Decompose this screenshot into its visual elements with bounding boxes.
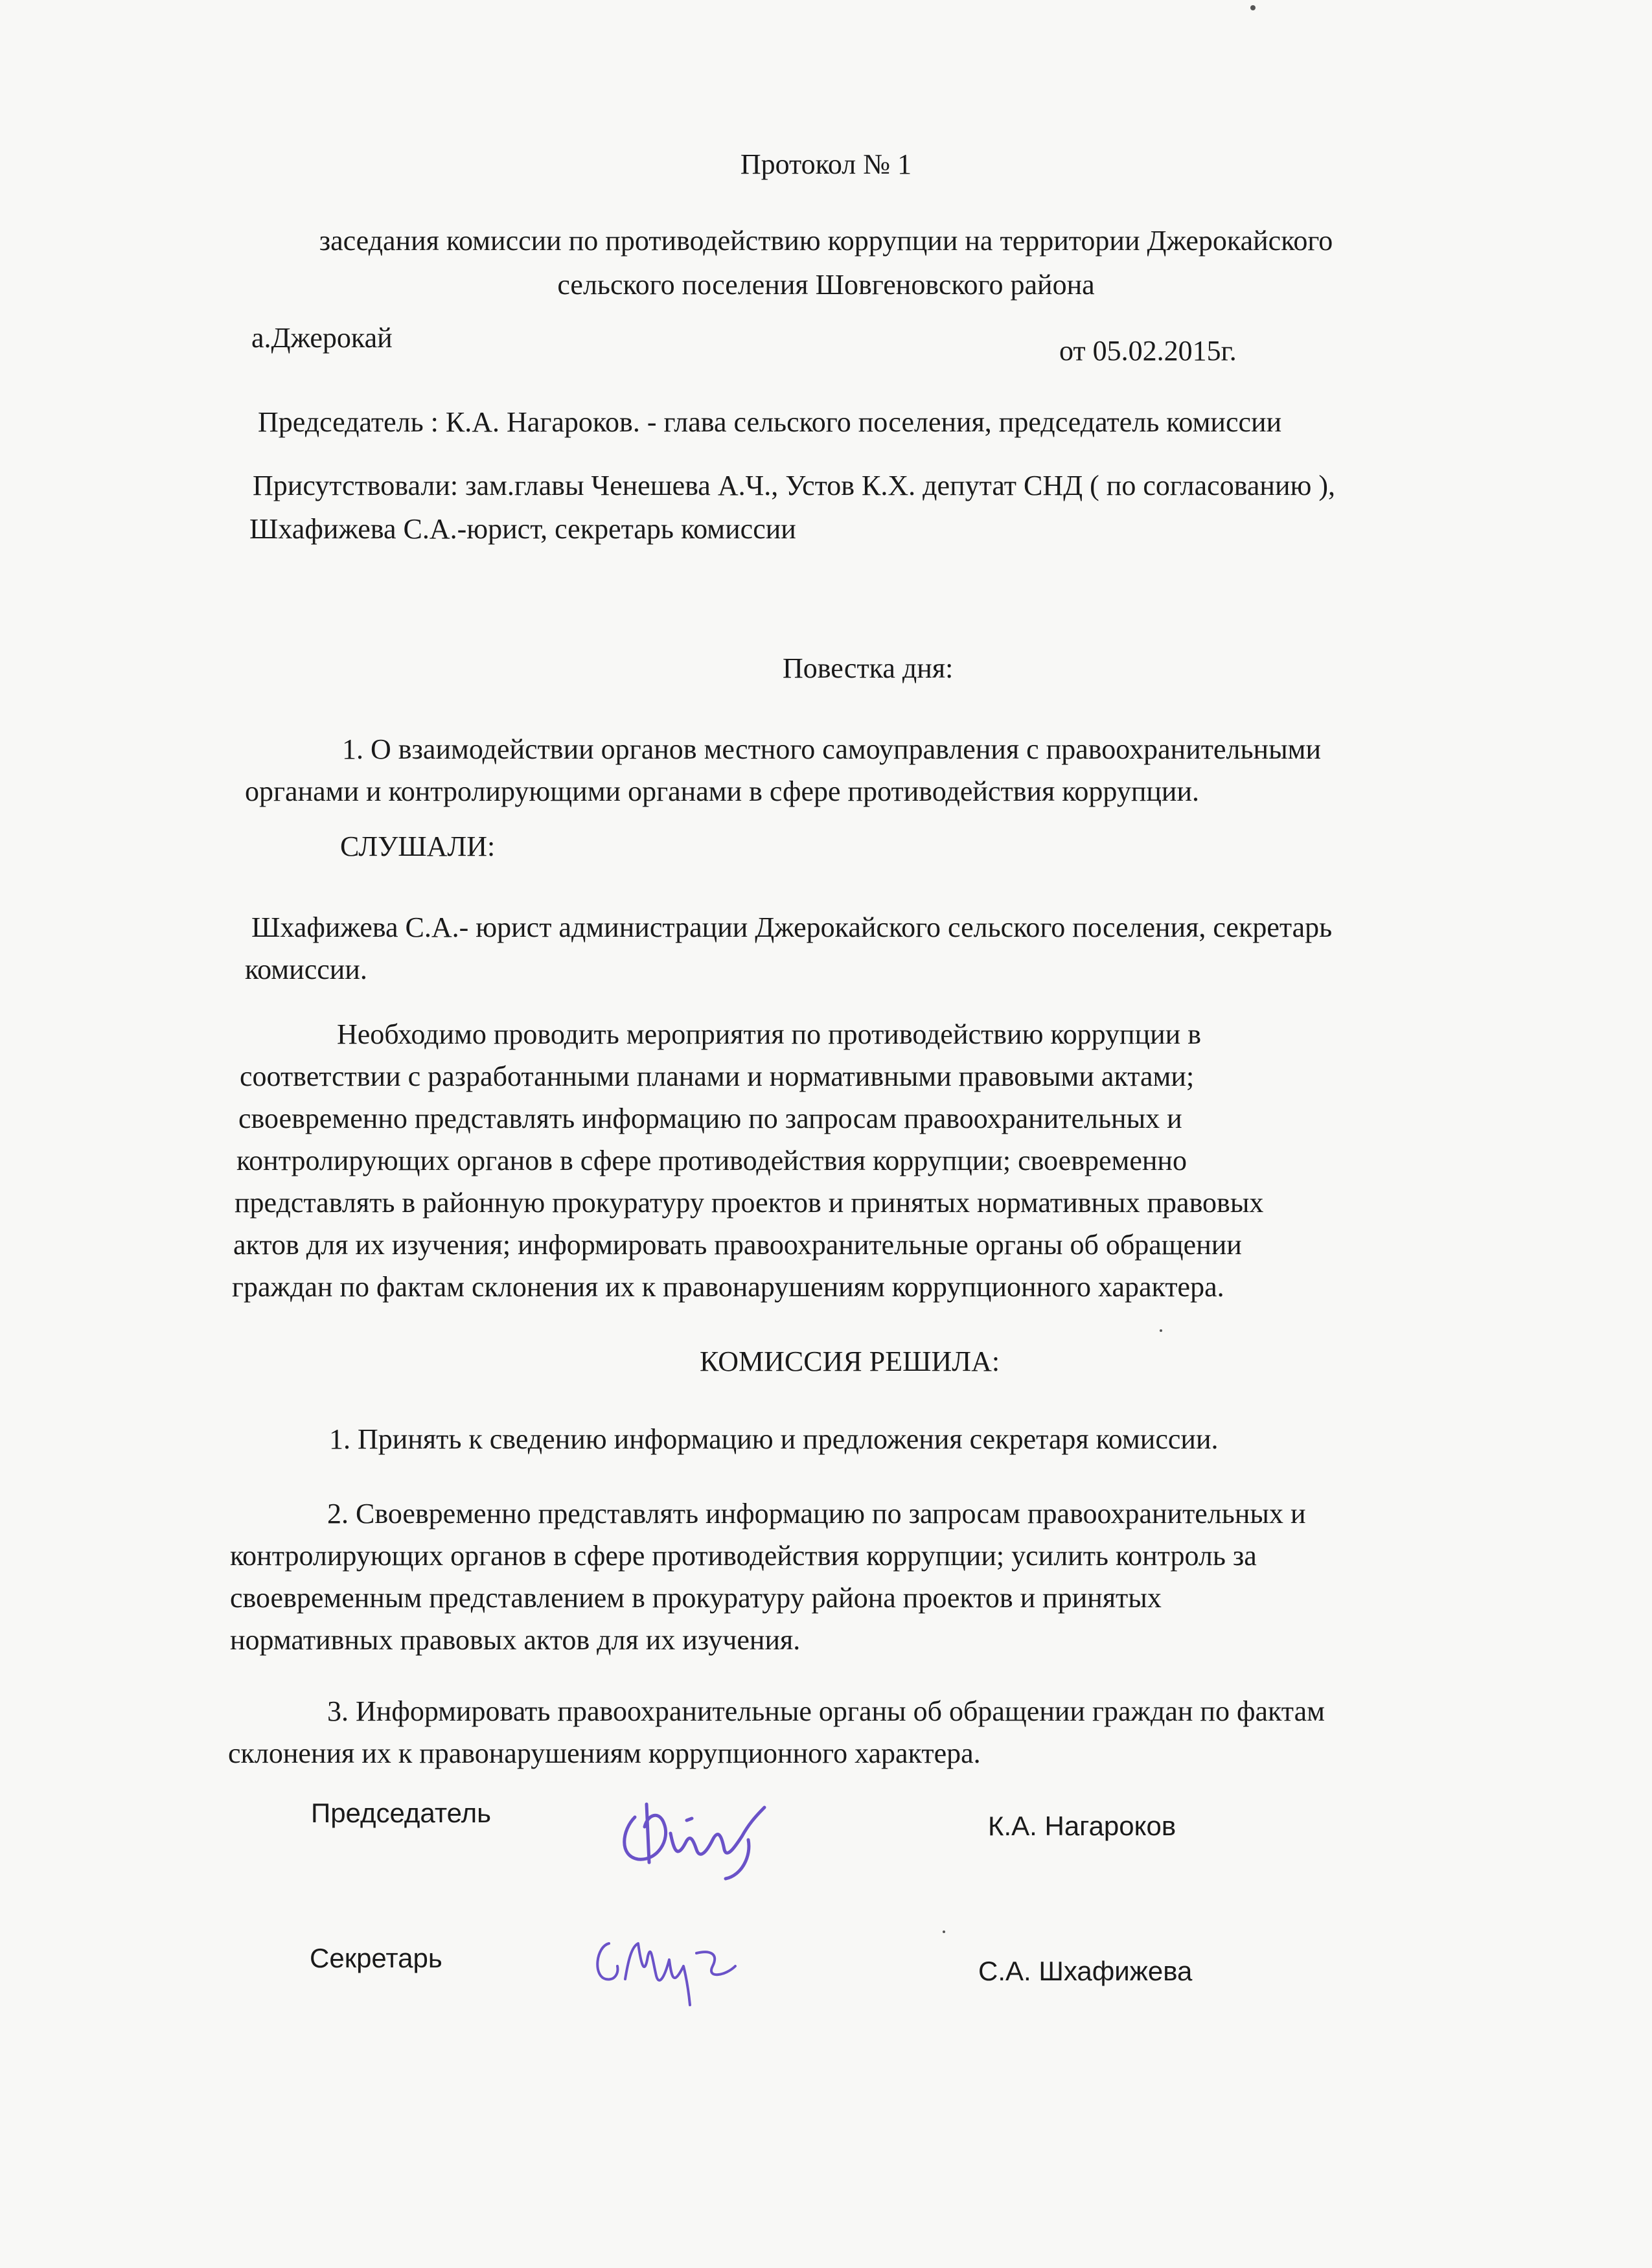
heard-title: СЛУШАЛИ:: [340, 830, 496, 862]
scan-speck: [1160, 1329, 1162, 1332]
chairman-signature-label: Председатель: [311, 1798, 491, 1828]
speaker-line2: комиссии.: [245, 954, 367, 985]
decision-item-2-line: 2. Своевременно представлять информацию по запросам правоохранительных и: [327, 1498, 1306, 1529]
body-line: актов для их изучения; информировать правоохранительные органы об обращении: [233, 1229, 1242, 1261]
document-subtitle-line1: заседания комиссии по противодействию коррупции на территории Джерокайского: [319, 225, 1333, 257]
document-subtitle-line2: сельского поселения Шовгеновского района: [557, 269, 1095, 301]
chairman-signature-name: К.А. Нагароков: [988, 1811, 1176, 1841]
meeting-place: а.Джерокай: [251, 322, 393, 354]
agenda-title: Повестка дня:: [783, 652, 954, 684]
body-line: граждан по фактам склонения их к правонарушениям коррупционного характера.: [232, 1271, 1224, 1303]
secretary-signature-image: [580, 1914, 787, 2024]
agenda-item-line1: 1. О взаимодействии органов местного самоуправления с правоохранительными: [342, 733, 1322, 765]
decision-item-2-line: контролирующих органов в сфере противодействия коррупции; усилить контроль за: [230, 1540, 1257, 1572]
body-line: Необходимо проводить мероприятия по противодействию коррупции в: [337, 1018, 1201, 1050]
decision-item-1: 1. Принять к сведению информацию и предложения секретаря комиссии.: [329, 1423, 1219, 1455]
document-title: Протокол № 1: [740, 148, 912, 180]
decision-item-3-line: 3. Информировать правоохранительные органы об обращении граждан по фактам: [327, 1695, 1325, 1727]
decision-item-2-line: своевременным представлением в прокуратуру района проектов и принятых: [230, 1582, 1162, 1614]
chairman-signature-image: [609, 1778, 803, 1888]
decision-item-2-line: нормативных правовых актов для их изучения.: [230, 1624, 801, 1656]
body-line: своевременно представлять информацию по запросам правоохранительных и: [238, 1103, 1182, 1134]
decision-item-3-line: склонения их к правонарушениям коррупционного характера.: [228, 1737, 981, 1769]
secretary-signature-label: Секретарь: [310, 1943, 442, 1973]
body-line: соответствии с разработанными планами и нормативными правовыми актами;: [240, 1060, 1195, 1092]
meeting-date: от 05.02.2015г.: [1059, 335, 1237, 367]
body-line: контролирующих органов в сфере противодействия коррупции; своевременно: [236, 1145, 1187, 1176]
present-line2: Шхафижева С.А.-юрист, секретарь комиссии: [249, 513, 796, 545]
decision-title: КОМИССИЯ РЕШИЛА:: [700, 1346, 1000, 1377]
body-line: представлять в районную прокуратуру проектов и принятых нормативных правовых: [235, 1187, 1264, 1219]
speaker-line1: Шхафижева С.А.- юрист администрации Джерокайского сельского поселения, секретарь: [251, 911, 1333, 943]
agenda-item-line2: органами и контролирующими органами в сфере противодействия коррупции.: [245, 775, 1200, 807]
present-line1: Присутствовали: зам.главы Ченешева А.Ч., Устов К.Х. депутат СНД ( по согласованию ),: [253, 470, 1336, 501]
scan-speck: [1250, 5, 1256, 10]
secretary-signature-name: С.А. Шхафижева: [978, 1956, 1193, 1986]
scan-speck: [943, 1930, 945, 1933]
chairman-line: Председатель : К.А. Нагароков. - глава сельского поселения, председатель комиссии: [258, 406, 1282, 438]
